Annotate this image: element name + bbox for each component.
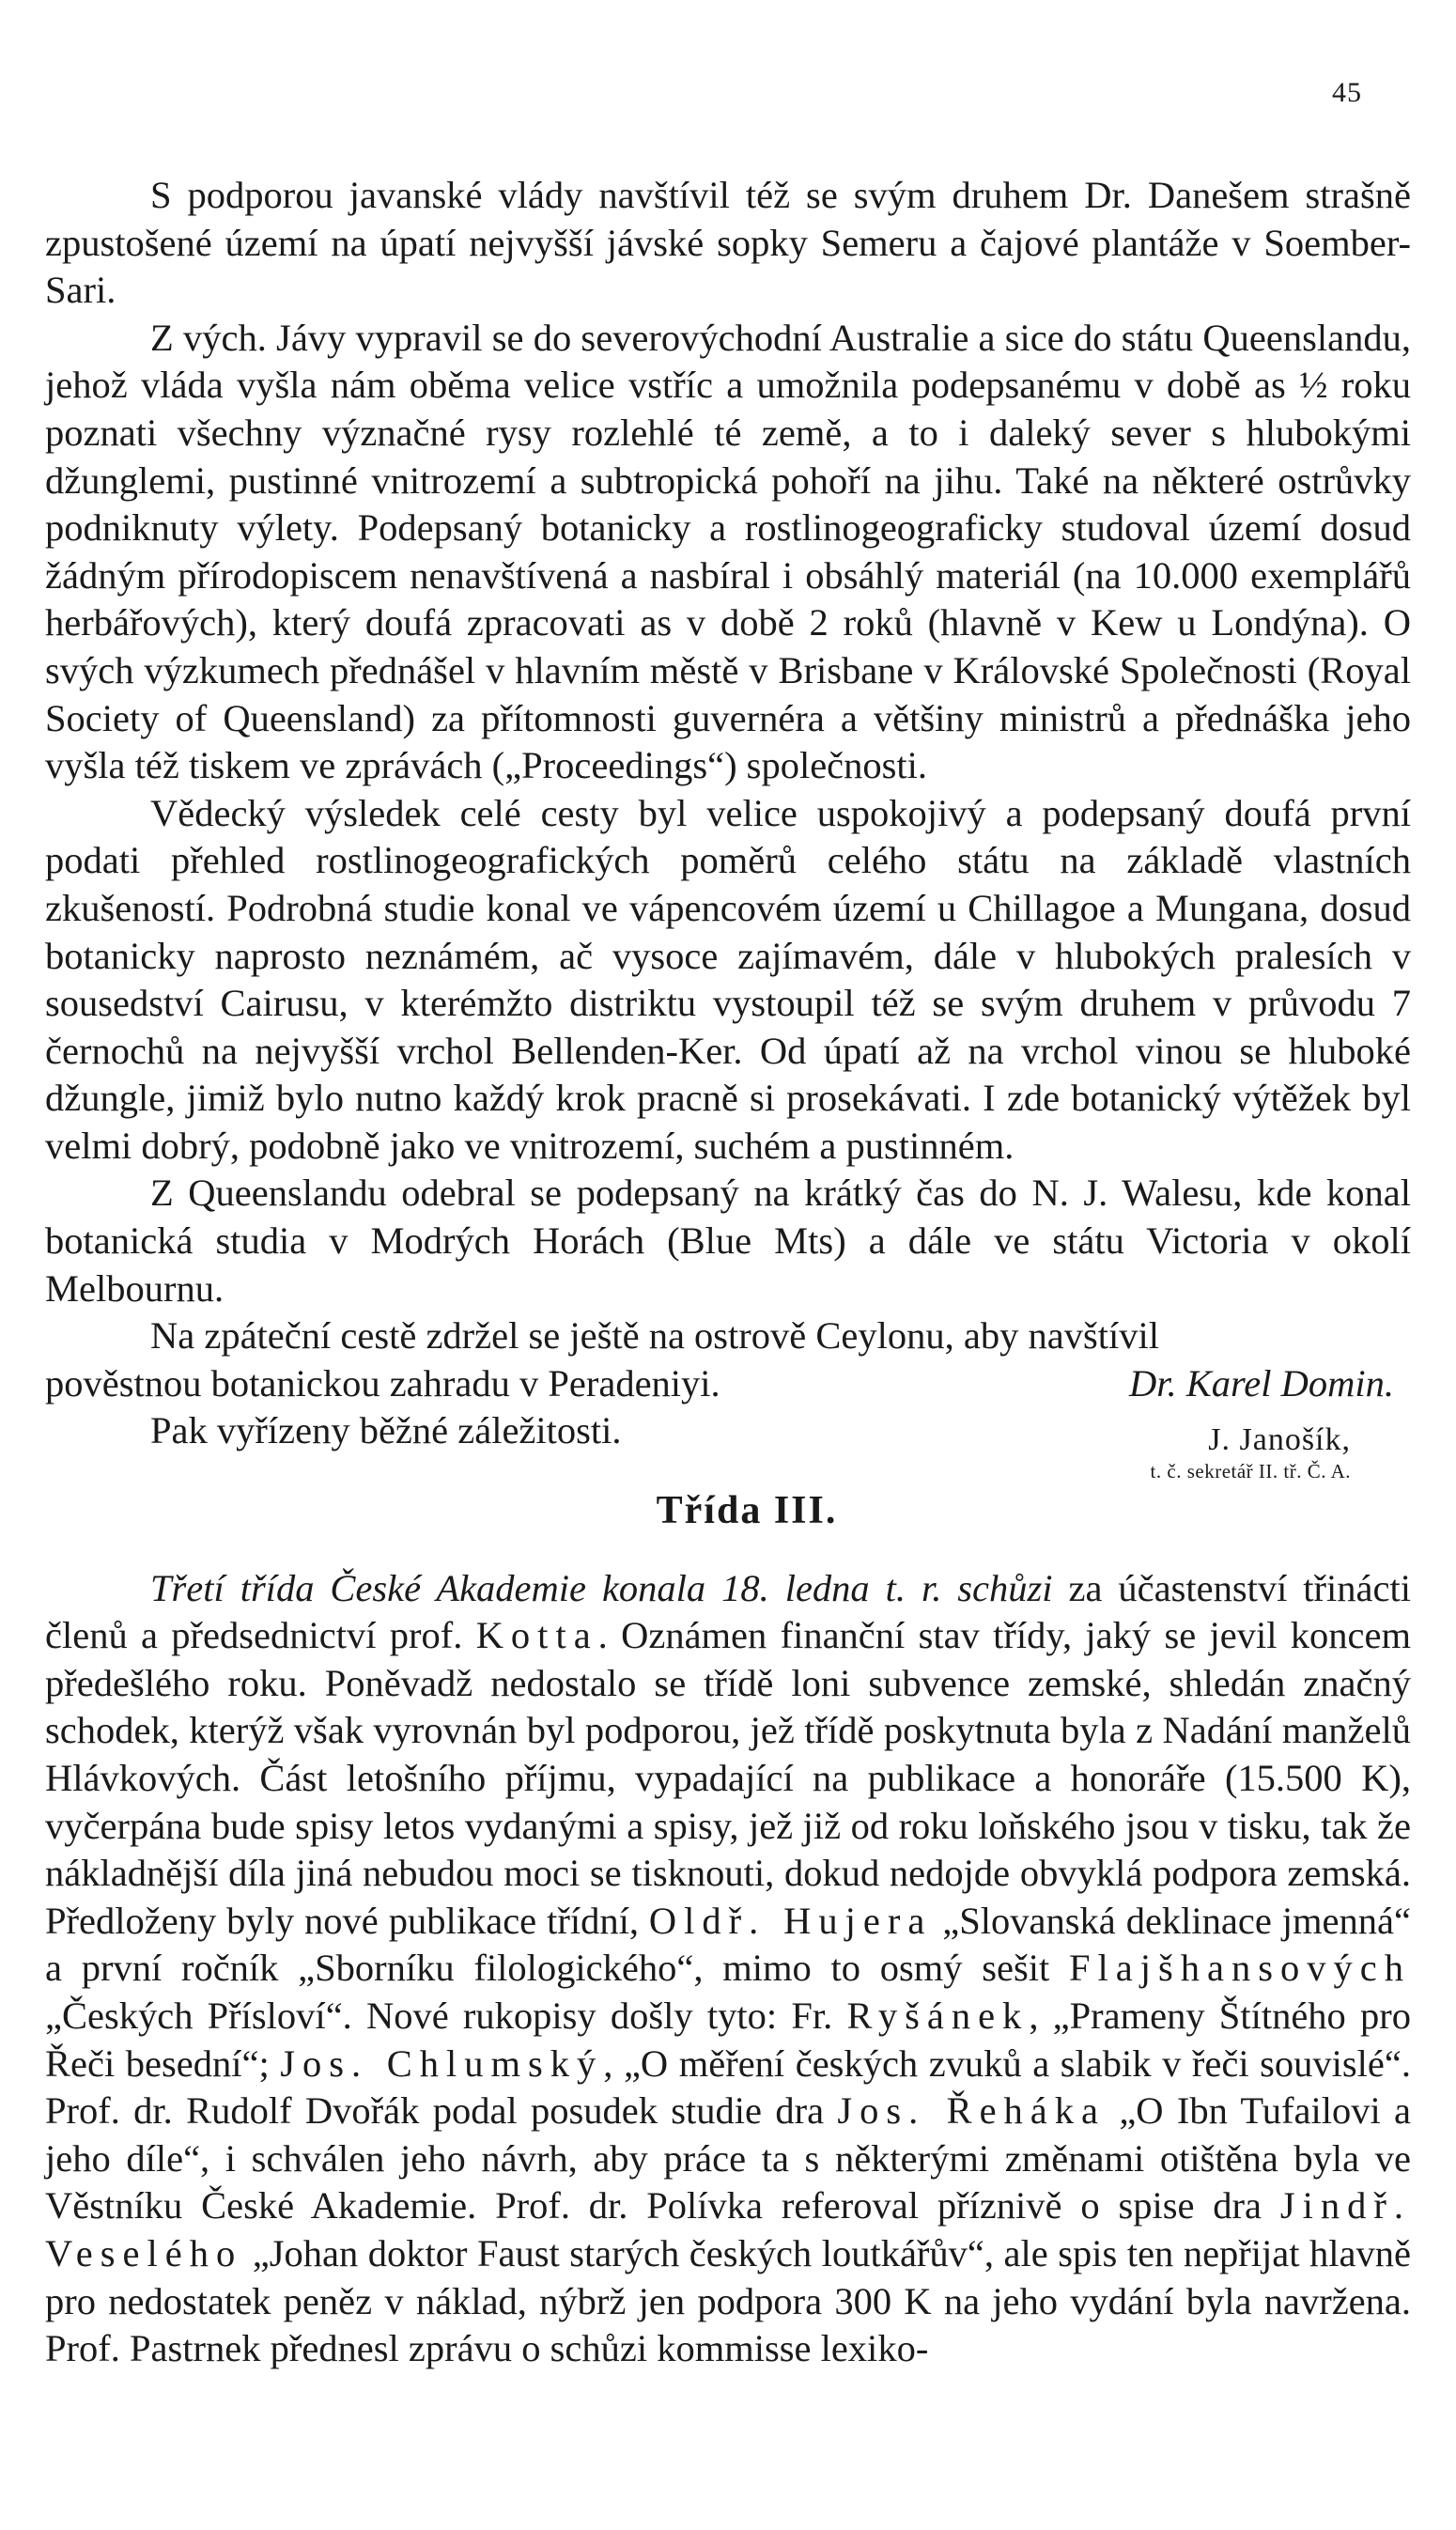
- body-text: [45, 172, 1411, 2373]
- janosik-row: [45, 1407, 1411, 1483]
- name-chlumsky: Jos. Chlumský: [280, 2041, 604, 2085]
- document-page: [45, 0, 1411, 2530]
- section-text-3: „Slovanská deklinace jmenná“ a první ročník „Sborníku filologického“, mimo to osmý sešit: [45, 1899, 1411, 1990]
- name-kotta: Kotta: [475, 1614, 598, 1657]
- paragraph-new-south-wales: Z Queenslandu odebral se podepsaný na krátký čas do N. J. Walesu, kde konal botanická studia v Modrých Horách (Blue Mts) a dále ve státu Victoria v okolí Melbournu.: [45, 1172, 1411, 1310]
- signature-domin: Dr. Karel Domin.: [1128, 1361, 1394, 1405]
- signature-janosik-name: J. Janošík,: [1208, 1422, 1351, 1458]
- section-text-8: „Johan doktor Faust starých českých loutkářův“, ale spis ten nepřijat hlavně pro nedostatek peněz v náklad, nýbrž jen podpora 300 K na jeho vydání byla navržena. Prof. Pastrnek přednesl zprávu o schůzi kommisse lexiko-: [45, 2231, 1411, 2370]
- section-text-6: , „O měření českých zvuků a slabik v řeči souvislé“. Prof. dr. Rudolf Dvořák podal posudek studie dra: [45, 2041, 1411, 2133]
- paragraph-ceylon: [45, 1312, 1411, 1360]
- section-text-2: . Oznámen finanční stav třídy, jaký se jevil koncem předešlého roku. Poněvadž nedostalo se třídě loni subvence zemské, shledán značný schodek, kterýž však vyrovnán byl podporou, jež třídě poskytnuta byla z Nadání manželů Hlávkových. Část letošního příjmu, vypadající na publikace a honoráře (15.500 K), vyčerpána bude spisy letos vydanými a spisy, jež již od roku loňského jsou v tisku, tak že nákladnější díla jiná nebudou moci se tisknouti, dokud nedojde obvyklá podpora zemská. Předloženy byly nové publikace třídní,: [45, 1614, 1411, 1942]
- ceylon-signature-row: [45, 1360, 1411, 1408]
- signature-janosik-role: t. č. sekretář II. tř. Č. A.: [1150, 1460, 1351, 1483]
- ceylon-text-start: Na zpáteční cestě zdržel se ještě na ostrově Ceylonu, aby navštívil: [150, 1314, 1159, 1358]
- paragraph-javan-visit: S podporou javanské vlády navštívil též se svým druhem Dr. Danešem strašně zpustošené území na úpatí nejvyšší jávské sopky Semeru a čajové plantáže v Soember-Sari.: [45, 174, 1411, 312]
- paragraph-class-three: [45, 1565, 1411, 2373]
- name-flajshans: Flajšhansových: [1069, 1947, 1411, 1990]
- section-heading: Třída III.: [656, 1489, 838, 1533]
- section-text-7: „O Ibn Tufailovi a jeho díle“, i schválen jeho návrh, aby práce ta s některými změnami otištěna byla ve Věstníku České Akademie. Prof. dr. Polívka referoval příznivě o spise dra: [45, 2089, 1411, 2227]
- ceylon-text-end: pověstnou botanickou zahradu v Peradeniyi.: [45, 1361, 720, 1405]
- section-text-4: „Českých Přísloví“. Nové rukopisy došly tyto: Fr.: [45, 1994, 847, 2037]
- name-vesely: Jindř. Veselého: [45, 2184, 1411, 2274]
- page-number: 45: [1332, 77, 1362, 108]
- name-hujer: Oldř. Hujera: [648, 1899, 933, 1942]
- name-rysanek: Ryšánek: [846, 1994, 1030, 2037]
- section-text-1: za účastenství třinácti členů a předsednictví prof.: [45, 1566, 1411, 1657]
- paragraph-scientific-result: Vědecký výsledek celé cesty byl velice uspokojivý a podepsaný doufá první podati přehled rostlinogeografických poměrů celého státu na základě vlastních zkušeností. Podrobná studie konal ve vápencovém území u Chillagoe a Mungana, dosud botanicky naprosto neznámém, ač vysoce zajímavém, dále v hlubokých pralesích v sousedství Cairusu, v kterémžto distriktu vystoupil též se svým druhem v průvodu 7 černochů na nejvyšší vrchol Bellenden-Ker. Od úpatí až na vrchol vinou se hluboké džungle, jimiž bylo nutno každý krok pracně si prosekávati. I zde botanický výtěžek byl velmi dobrý, podobně jako ve vnitrozemí, suchém a pustinném.: [45, 791, 1411, 1167]
- name-rehak: Jos. Řeháka: [837, 2089, 1107, 2133]
- paragraph-queensland: Z vých. Jávy vypravil se do severovýchodní Australie a sice do státu Queenslandu, jehož vláda vyšla nám oběma velice vstříc a umožnila podepsanému v době as ½ roku poznati všechny význačné rysy rozlehlé té země, a to i daleký sever s hlubokými džunglemi, pustinné vnitrozemí a subtropická pohoří na jihu. Také na některé ostrůvky podniknuty výlety. Podepsaný botanicky a rostlinogeograficky studoval území dosud žádným přírodopiscem nenavštívená a nasbíral i obsáhlý materiál (na 10.000 exemplářů herbářových), který doufá zpracovati as v době 2 roků (hlavně v Kew u Londýna). O svých výzkumech přednášel v hlavním městě v Brisbane v Královské Společnosti (Royal Society of Queensland) za přítomnosti guvernéra a většiny ministrů a přednáška jeho vyšla též tiskem ve zprávách („Proceedings“) společnosti.: [45, 316, 1411, 787]
- section-text-5: , „Prameny Štítného pro Řeči besední“;: [45, 1994, 1411, 2085]
- paragraph-janosik: Pak vyřízeny běžné záležitosti.: [150, 1409, 622, 1452]
- signature-janosik: [1151, 1424, 1351, 1482]
- section-intro-italic: Třetí třída České Akademie konala 18. ledna t. r. schůzi: [150, 1566, 1053, 1609]
